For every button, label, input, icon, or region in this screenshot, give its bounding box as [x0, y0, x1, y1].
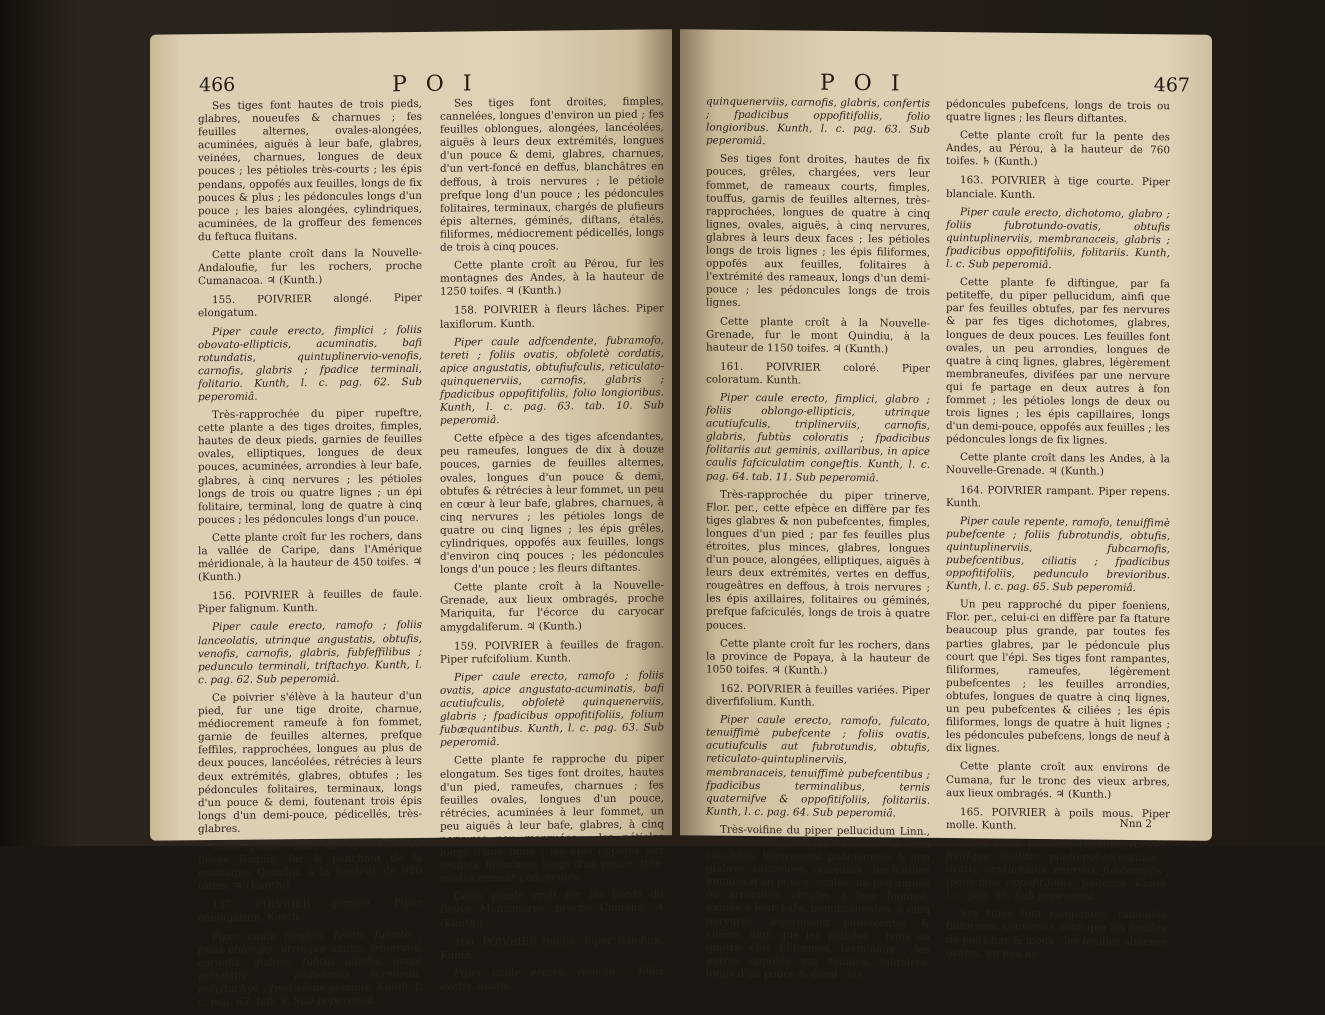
paragraph: Cette plante croît fur la pente des Andes, au Pérou, à la hauteur de 760 toifes. ♄ (Kunth.)	[946, 129, 1170, 169]
left-column-2	[440, 95, 664, 998]
paragraph: Cette plante croît fur les rochers, dans la vallée de Caripe, dans l'Amérique méridionale, à la hauteur de 450 toifes. ♃ (Kunth.)	[198, 529, 422, 584]
species-entry-heading: 158. POIVRIER à fleurs lâches. Piper laxiflorum. Kunth.	[440, 302, 664, 331]
species-entry-heading: 155. POIVRIER alongé. Piper elongatum.	[198, 292, 422, 320]
paragraph: Cette plante croît à la Nouvelle-Grenade, aux lieux ombragés, proche Mariquita, fur l'écorce du caryocar amygdaliferum. ♃ (Kunth.)	[440, 579, 664, 634]
paragraph: Cette plante croît au Pérou, fur les montagnes des Andes, à la hauteur de 1250 toifes. ♃ (Kunth.)	[440, 257, 664, 299]
paragraph: Un peu rapproché du piper foeniens, Flor. per., celui-ci en diffère par fa ftature beaucoup plus grande, par toutes fes parties glabres, par le pédoncule plus court que l'épi. Ses tiges font rampantes, filiformes, rameufes, légèrement pubefcentes ; les feuilles arrondies, obtufes, longues de quatre à cinq lignes, un peu pubefcentes & ciliées ; les épis filiformes, longs de quatre à huit lignes ; les pédoncules pubefcens, longs de neuf à dix lignes.	[946, 598, 1170, 755]
species-entry-heading: 163. POIVRIER à tige courte. Piper blanciale. Kunth.	[946, 174, 1170, 201]
paragraph: Très-voifine du piper pellucidum Linn., celle-ci a des tiges droites & non couchées, légèrement pubefcentes & non glabres, cannelées, rameufes ; les feuilles longues d'un pouce, ovales, un peu aiguës ou arrondies, obtufes à leur fommet, aiguës à leur bafe, membraneufes, à cinq nervures, légèrement pubefcentes & ciliées, ainfi que les pétioles ; trois ou quatre épis filiformes, terminaux ; les autres oppofés aux feuilles, folitaires, longs d'un pouce & demi ; les	[706, 823, 930, 982]
latin-description: Piper caule filiformi, repente, ramofo, foliifque molliter pilofo-pubefcentibus ; ovatis, acutiufculis, enerviis, fubcarnofis ; fpadicibus oppofitifoliis, folitariis. Kunth, l. c. pag. 65. Sub peperomiâ.	[946, 837, 1170, 903]
paragraph: Cette plante fe rapproche du piper elongatum. Ses tiges font droites, hautes d'un pied, rameufes, charnues ; fes feuilles ovales, longues d'un pouce, rétrécies, acuminées à leur fommet, un peu aiguës à leur bafe, glabres, à cinq nervures peu marquées ; les pétioles longs d'une ligne ; les épis oppofés aux feuilles, filiformes, longs d'un pouce, très-médiocrement pédonculés.	[440, 752, 664, 885]
paragraph: Ses tiges font droites, hautes de fix pouces, grêles, chargées, vers leur fommet, de rameaux courts, fimples, touffus, garnis de feuilles alternes, très-rapprochées, longues de quatre à cinq lignes, ovales, aiguës, à cinq nervures, glabres à leurs deux faces ; les pétioles longs de trois lignes ; les épis filiformes, oppofés aux feuilles, folitaires à l'extrémité des rameaux, longs d'un demi-pouce ; les pédoncules longs de trois lignes.	[706, 153, 930, 310]
paragraph: Cette plante croît à la Nouvelle-Grenade, fur le mont Quindiu, à la hauteur de 1150 toifes. ♃ (Kunth.)	[706, 315, 930, 356]
paragraph: Ses tiges font droites, fimples, cannelées, longues d'environ un pied ; fes feuilles oblongues, alongées, lancéolées, aiguës à leurs deux extrémités, longues d'un pouce & demi, glabres, charnues, d'un vert-foncé en deffus, blanchâtres en deffous, à trois nervures ; le pétiole prefque long d'un pouce ; les pédoncules folitaires, terminaux, chargés de plufieurs épis alternes, géminés, diftans, étalés, filiformes, médiocrement pédicellés, longs de trois à cinq pouces.	[440, 95, 664, 254]
paragraph: Cette plante croît fur les rochers, dans la province de Popaya, à la hauteur de 1050 toifes. ♃ (Kunth.)	[706, 637, 930, 677]
species-entry-heading: 157. POIVRIER géminé. Piper conjugatum. Kunth.	[198, 897, 422, 925]
paragraph: Ses tiges font rampantes, rameufes, filiformes, couvertes, ainfi que les feuilles, de poils fins & mous ; les feuilles alternes, ovales, un peu ai-	[946, 907, 1170, 960]
right-column-2	[946, 98, 1170, 967]
running-header-right: P O I	[820, 70, 906, 97]
latin-description: Piper caule erecto, ramofo ; foliis ovatis, apice angustato-acuminatis, bafi acutiufculis, obfoletè quinquenerviis, glabris ; fpadicibus oppofitifoliis, folium fubæquantibus. Kunth, l. c. pag. 63. Sub peperomiâ.	[440, 669, 664, 750]
paragraph: Cette plante croît dans la Nouvelle-Andaloufie, fur les rochers, proche Cumanacoa. ♃ (Kunth.)	[198, 246, 422, 288]
latin-description: Piper caule erecto, ramofo ; foliis ovatis, acutis,	[440, 965, 664, 993]
latin-description: Piper caule adfcendente, fubramofo, tereti ; foliis ovatis, obfoletè cordatis, apice angustatis, obtufiufculis, reticulato-quinquenerviis, carnofis, glabris ; fpadicibus oppofitifoliis, folio longioribus. Kunth, l. c. pag. 63. tab. 10. Sub peperomiâ.	[440, 333, 664, 427]
paragraph: Très-rapprochée du piper trinerve, Flor. per., cette efpèce en diffère par fes tiges glabres & non pubefcentes, fimples, longues d'un pied ; par fes feuilles plus étroites, plus minces, glabres, longues d'un pouce, alongées, elliptiques, aiguës à leurs deux extrémités, vertes en deffus, rougeâtres en deffous, à trois nervures ; les épis axillaires, folitaires ou géminés, prefque fafciculés, longs de trois à quatre pouces.	[706, 488, 930, 632]
paragraph: pédoncules pubefcens, longs de trois ou quatre lignes ; les fleurs diftantes.	[946, 98, 1170, 125]
species-entry-heading: 159. POIVRIER à feuilles de fragon. Piper rufcifolium. Kunth.	[440, 638, 664, 666]
species-entry-heading: 161. POIVRIER coloré. Piper coloratum. Kunth.	[706, 360, 930, 387]
paragraph: Cette plante croît fur les rives du fleuve Boquia, fur le penchant de la montagne Quindiu, à la hauteur de 920 toifes. ♃ (Kunth.)	[198, 838, 422, 893]
paragraph: Cette efpèce a des tiges afcendantes, peu rameufes, longues de dix à douze pouces, garnies de feuilles alternes, ovales, longues d'un pouce & demi, obtufes & rétrécies à leur fommet, un peu en cœur à leur bafe, glabres, charnues, à cinq nervures ; les pétioles longs de quatre ou cinq lignes ; les épis grêles, cylindriques, oppofés aux feuilles, longs d'environ cinq pouces ; les pédoncules longs d'un pouce ; les fleurs diftantes.	[440, 430, 664, 576]
page-number-right: 467	[1153, 74, 1190, 97]
latin-description: Piper caule erecto, dichotomo, glabro ; foliis fubrotundo-ovatis, obtufis quintuplinerviis, membranaceis, glabris ; fpadicibus oppofitifoliis, folitariis. Kunth, l. c. Sub peperomiâ.	[946, 205, 1170, 272]
latin-description: Piper caule erecto, fimplici ; foliis obovato-ellipticis, acuminatis, bafi rotundatis, quintuplinervio-venofis, carnofis, glabris ; fpadice terminali, folitario. Kunth, l. c. pag. 62. Sub peperomiâ.	[198, 323, 422, 404]
latin-description: Piper caule erecto, fimplici, glabro ; foliis oblongo-ellipticis, utrinque acutiufculis, triplinerviis, carnofis, glabris, fubtùs coloratis ; fpadicibus folitariis aut geminis, axillaribus, in apice caulis fafciculatim congeftis. Kunth, l. c. pag. 64. tab. 11. Sub peperomiâ.	[706, 391, 930, 484]
paragraph: Ce poivrier s'élève à la hauteur d'un pied, fur une tige droite, charnue, médiocrement rameufe à fon fommet, garnie de feuilles alternes, prefque feffiles, rapprochées, longues au plus de deux pouces, lancéolées, rétrécies à leurs deux extrémités, glabres, obtufes ; les pédoncules folitaires, terminaux, longs d'un pouce & demi, foutenant trois épis longs d'un demi-pouce, pédicellés, très-glabres.	[198, 689, 422, 836]
paragraph: Très-rapprochée du piper rupeftre, cette plante a des tiges droites, fimples, hautes de deux pieds, garnies de feuilles ovales, elliptiques, longues de deux pouces, acuminées, arrondies à leur bafe, glabres, à cinq nervures ; les pétioles longs de trois ou quatre lignes ; un épi folitaire, terminal, long de quatre à cinq pouces ; les pédoncules longs d'un pouce.	[198, 406, 422, 527]
paragraph: Cette plante fe diftingue, par fa petiteffe, du piper pellucidum, ainfi que par fes feuilles obtufes, par fes nervures & par fes tiges dichotomes, glabres, longues de deux pouces. Les feuilles font ovales, un peu arrondies, longues de quatre à cinq lignes, glabres, légèrement membraneufes, divifées par une nervure qui fe partage en deux autres à fon fommet ; les pétioles longs de deux ou trois lignes ; les épis capillaires, longs d'un demi-pouce, oppofés aux feuilles ; les pédoncules longs de fix lignes.	[946, 276, 1170, 447]
latin-description: Piper caule repente, ramofo, tenuiffimè pubefcente ; foliis fubrotundis, obtufis, quintuplinerviis, fubcarnofis, pubefcentibus, ciliatis ; fpadicibus oppofitifoliis, pedunculo brevioribus. Kunth, l. c. pag. 65. Sub peperomiâ.	[946, 514, 1170, 595]
paragraph: Cette plante croît dans les Andes, à la Nouvelle-Grenade. ♃ (Kunth.)	[946, 451, 1170, 479]
paragraph: Cette plante croît aux environs de Cumana, fur le tronc des vieux arbres, aux lieux ombragés. ♃ (Kunth.)	[946, 760, 1170, 801]
signature-mark: Nnn 2	[1119, 817, 1152, 831]
paragraph: Cette plante croît fur les bords du fleuve Manzanares, proche Cumana. ♃ (Kunth.)	[440, 888, 664, 930]
species-entry-heading: 164. POIVRIER rampant. Piper repens. Kunth.	[946, 483, 1170, 509]
latin-description: Piper caule erecto, ramofo, fulcato, tenuiffimè pubefcente ; foliis ovatis, acutiufculis aut fubrotundis, obtufis, reticulato-quintuplinerviis, membranaceis, tenuiffimè pubefcentibus ; fpadicibus terminalibus, ternis quaternifve & oppofitifoliis, folitariis. Kunth, l. c. pag. 64. Sub peperomiâ.	[706, 713, 930, 820]
page-number-left: 466	[199, 73, 236, 97]
species-entry-heading: 160. POIVRIER feuillé. Piper foliofum. Kunth.	[440, 933, 664, 962]
species-entry-heading: 156. POIVRIER à feuilles de faule. Piper falignum. Kunth.	[198, 588, 422, 616]
latin-description: Piper caule fimplici, tereti, fulcato ; foliis oblongis, utrinque acutis, trinerviis, carnofis, glabris, fubtùs albidis, longè petiolatis ; pedunculo terminali, polyftachyo ; fpadicibus geminis. Kunth, l. c. pag. 63. tab. 9. Sub peperomiâ.	[198, 928, 422, 1009]
left-page	[150, 29, 672, 1009]
latin-description: Piper caule erecto, ramofo ; foliis lanceolatis, utrinque angustatis, obtufis, venofis, carnofis, glabris, fubfeffilibus ; pedunculo terminali, triftachyo. Kunth, l. c. pag. 62. Sub peperomiâ.	[198, 619, 422, 687]
right-column-1	[706, 95, 930, 987]
right-page	[680, 29, 1212, 982]
species-entry-heading: 165. POIVRIER à poils mous. Piper molle. Kunth.	[946, 805, 1170, 832]
paragraph: Ses tiges font hautes de trois pieds, glabres, noueufes & charnues ; fes feuilles alternes, ovales-alongées, acuminées, aiguës à leur bafe, glabres, veinées, charnues, longues de deux pouces ; les pétioles très-courts ; les épis pendans, oppofés aux feuilles, longs de fix pouces & plus ; les pédoncules longs d'un pouce ; les baies alongées, cylindriques, acuminées, de la groffeur des femences du feftuca fluitans.	[198, 97, 422, 244]
left-column-1	[198, 98, 422, 1014]
species-entry-heading: 162. POIVRIER à feuilles variées. Piper diverfifolium. Kunth.	[706, 682, 930, 709]
running-header-left: P O I	[392, 71, 478, 98]
latin-description: quinquenerviis, carnofis, glabris, confertis ; fpadicibus oppofitifoliis, folio longioribus. Kunth, l. c. pag. 63. Sub peperomiâ.	[706, 95, 930, 148]
